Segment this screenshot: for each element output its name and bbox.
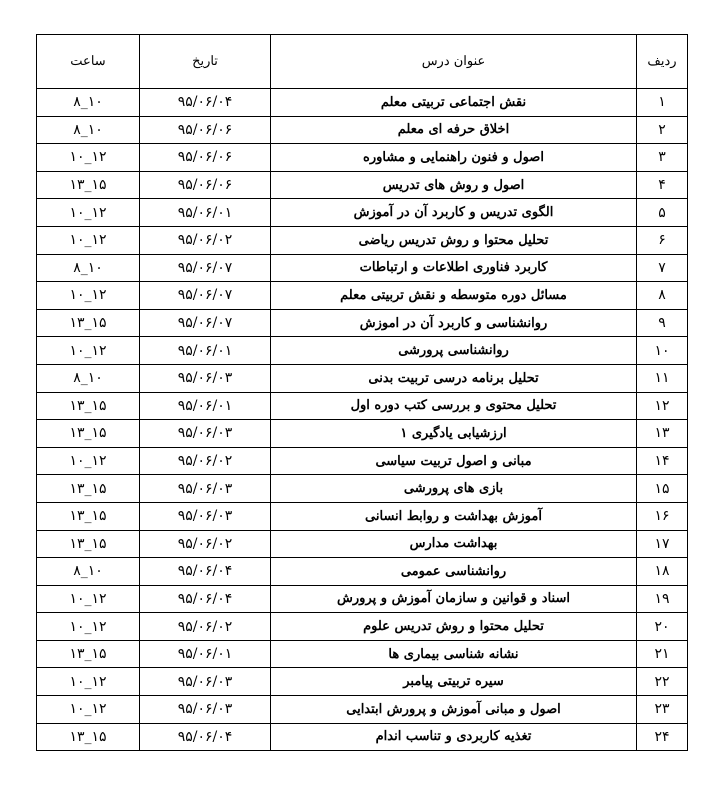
- row-number-cell: ۲۴: [637, 723, 688, 751]
- time-cell: ۸_۱۰: [37, 116, 140, 144]
- table-row: [37, 585, 688, 613]
- row-number-cell: ۳: [637, 144, 688, 172]
- time-cell: ۸_۱۰: [37, 254, 140, 282]
- table-row: [37, 116, 688, 144]
- table-row: [37, 364, 688, 392]
- row-number-cell: ۲: [637, 116, 688, 144]
- time-cell: ۱۰_۱۲: [37, 144, 140, 172]
- table-row: [37, 640, 688, 668]
- course-title-cell: اصول و فنون راهنمایی و مشاوره: [271, 144, 637, 172]
- date-cell: ۹۵/۰۶/۰۷: [140, 309, 271, 337]
- row-number-cell: ۱۹: [637, 585, 688, 613]
- table-row: [37, 723, 688, 751]
- date-cell: ۹۵/۰۶/۰۳: [140, 475, 271, 503]
- date-cell: ۹۵/۰۶/۰۱: [140, 337, 271, 365]
- course-title-cell: روانشناسی عمومی: [271, 558, 637, 586]
- row-number-cell: ۱۸: [637, 558, 688, 586]
- header-row-number: ردیف: [637, 35, 688, 89]
- table-row: [37, 420, 688, 448]
- row-number-cell: ۱۴: [637, 447, 688, 475]
- date-cell: ۹۵/۰۶/۰۶: [140, 116, 271, 144]
- date-cell: ۹۵/۰۶/۰۱: [140, 199, 271, 227]
- table-row: [37, 254, 688, 282]
- date-cell: ۹۵/۰۶/۰۴: [140, 723, 271, 751]
- header-row: [37, 35, 688, 89]
- row-number-cell: ۲۰: [637, 613, 688, 641]
- course-title-cell: اخلاق حرفه ای معلم: [271, 116, 637, 144]
- date-cell: ۹۵/۰۶/۰۳: [140, 502, 271, 530]
- table-row: [37, 530, 688, 558]
- date-cell: ۹۵/۰۶/۰۲: [140, 447, 271, 475]
- table-row: [37, 502, 688, 530]
- course-title-cell: تحلیل محتوی و بررسی کتب دوره اول: [271, 392, 637, 420]
- table-row: [37, 199, 688, 227]
- course-title-cell: روانشناسی پرورشی: [271, 337, 637, 365]
- date-cell: ۹۵/۰۶/۰۳: [140, 420, 271, 448]
- course-title-cell: تحلیل برنامه درسی تربیت بدنی: [271, 364, 637, 392]
- row-number-cell: ۱۵: [637, 475, 688, 503]
- date-cell: ۹۵/۰۶/۰۷: [140, 254, 271, 282]
- time-cell: ۱۰_۱۲: [37, 226, 140, 254]
- course-title-cell: ارزشیابی یادگیری ۱: [271, 420, 637, 448]
- time-cell: ۱۰_۱۲: [37, 585, 140, 613]
- row-number-cell: ۶: [637, 226, 688, 254]
- time-cell: ۸_۱۰: [37, 558, 140, 586]
- time-cell: ۱۳_۱۵: [37, 392, 140, 420]
- date-cell: ۹۵/۰۶/۰۱: [140, 640, 271, 668]
- course-title-cell: سیره تربیتی پیامبر: [271, 668, 637, 696]
- time-cell: ۱۰_۱۲: [37, 696, 140, 724]
- table-row: [37, 89, 688, 117]
- header-date: تاریخ: [140, 35, 271, 89]
- time-cell: ۱۳_۱۵: [37, 530, 140, 558]
- time-cell: ۱۳_۱۵: [37, 723, 140, 751]
- header-time: ساعت: [37, 35, 140, 89]
- table-body: [37, 89, 688, 751]
- date-cell: ۹۵/۰۶/۰۱: [140, 392, 271, 420]
- row-number-cell: ۱۱: [637, 364, 688, 392]
- course-title-cell: تحلیل محتوا و روش تدریس علوم: [271, 613, 637, 641]
- course-title-cell: اسناد و قوانین و سازمان آموزش و پرورش: [271, 585, 637, 613]
- course-title-cell: آموزش بهداشت و روابط انسانی: [271, 502, 637, 530]
- course-title-cell: اصول و روش های تدریس: [271, 171, 637, 199]
- exam-schedule-table: [36, 34, 688, 751]
- row-number-cell: ۱: [637, 89, 688, 117]
- header-course-title: عنوان درس: [271, 35, 637, 89]
- row-number-cell: ۴: [637, 171, 688, 199]
- date-cell: ۹۵/۰۶/۰۲: [140, 613, 271, 641]
- time-cell: ۱۰_۱۲: [37, 282, 140, 310]
- table-row: [37, 613, 688, 641]
- row-number-cell: ۱۶: [637, 502, 688, 530]
- table-row: [37, 282, 688, 310]
- row-number-cell: ۷: [637, 254, 688, 282]
- date-cell: ۹۵/۰۶/۰۴: [140, 558, 271, 586]
- date-cell: ۹۵/۰۶/۰۴: [140, 89, 271, 117]
- time-cell: ۱۰_۱۲: [37, 668, 140, 696]
- row-number-cell: ۲۱: [637, 640, 688, 668]
- time-cell: ۸_۱۰: [37, 89, 140, 117]
- course-title-cell: بهداشت مدارس: [271, 530, 637, 558]
- time-cell: ۱۳_۱۵: [37, 171, 140, 199]
- time-cell: ۱۳_۱۵: [37, 420, 140, 448]
- time-cell: ۱۰_۱۲: [37, 613, 140, 641]
- table-row: [37, 392, 688, 420]
- time-cell: ۸_۱۰: [37, 364, 140, 392]
- date-cell: ۹۵/۰۶/۰۷: [140, 282, 271, 310]
- course-title-cell: نقش اجتماعی تربیتی معلم: [271, 89, 637, 117]
- time-cell: ۱۳_۱۵: [37, 309, 140, 337]
- row-number-cell: ۵: [637, 199, 688, 227]
- table-row: [37, 696, 688, 724]
- table-row: [37, 309, 688, 337]
- row-number-cell: ۸: [637, 282, 688, 310]
- time-cell: ۱۳_۱۵: [37, 640, 140, 668]
- row-number-cell: ۹: [637, 309, 688, 337]
- course-title-cell: روانشناسی و کاربرد آن در اموزش: [271, 309, 637, 337]
- time-cell: ۱۰_۱۲: [37, 337, 140, 365]
- table-row: [37, 558, 688, 586]
- date-cell: ۹۵/۰۶/۰۳: [140, 364, 271, 392]
- time-cell: ۱۰_۱۲: [37, 199, 140, 227]
- course-title-cell: مبانی و اصول تربیت سیاسی: [271, 447, 637, 475]
- course-title-cell: بازی های پرورشی: [271, 475, 637, 503]
- table-row: [37, 475, 688, 503]
- date-cell: ۹۵/۰۶/۰۲: [140, 530, 271, 558]
- table-header: [37, 35, 688, 89]
- course-title-cell: تحلیل محتوا و روش تدریس ریاضی: [271, 226, 637, 254]
- time-cell: ۱۰_۱۲: [37, 447, 140, 475]
- row-number-cell: ۱۳: [637, 420, 688, 448]
- course-title-cell: اصول و مبانی آموزش و پرورش ابتدایی: [271, 696, 637, 724]
- row-number-cell: ۲۳: [637, 696, 688, 724]
- date-cell: ۹۵/۰۶/۰۶: [140, 171, 271, 199]
- row-number-cell: ۲۲: [637, 668, 688, 696]
- date-cell: ۹۵/۰۶/۰۲: [140, 226, 271, 254]
- date-cell: ۹۵/۰۶/۰۳: [140, 668, 271, 696]
- table-row: [37, 226, 688, 254]
- row-number-cell: ۱۰: [637, 337, 688, 365]
- course-title-cell: نشانه شناسی بیماری ها: [271, 640, 637, 668]
- time-cell: ۱۳_۱۵: [37, 502, 140, 530]
- table-row: [37, 337, 688, 365]
- table-row: [37, 171, 688, 199]
- table-row: [37, 668, 688, 696]
- table-row: [37, 144, 688, 172]
- date-cell: ۹۵/۰۶/۰۳: [140, 696, 271, 724]
- course-title-cell: الگوی تدریس و کاربرد آن در آموزش: [271, 199, 637, 227]
- course-title-cell: کاربرد فناوری اطلاعات و ارتباطات: [271, 254, 637, 282]
- course-title-cell: مسائل دوره متوسطه و نقش تربیتی معلم: [271, 282, 637, 310]
- date-cell: ۹۵/۰۶/۰۴: [140, 585, 271, 613]
- time-cell: ۱۳_۱۵: [37, 475, 140, 503]
- row-number-cell: ۱۷: [637, 530, 688, 558]
- date-cell: ۹۵/۰۶/۰۶: [140, 144, 271, 172]
- row-number-cell: ۱۲: [637, 392, 688, 420]
- course-title-cell: تغذیه کاربردی و تناسب اندام: [271, 723, 637, 751]
- table-row: [37, 447, 688, 475]
